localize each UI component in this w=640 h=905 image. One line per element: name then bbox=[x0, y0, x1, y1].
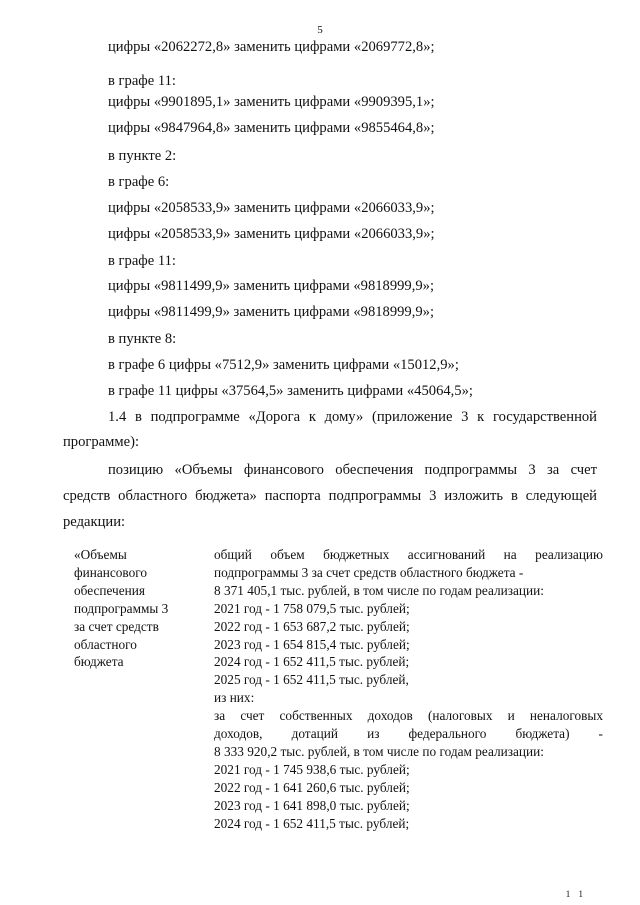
amendment-line: цифры «9811499,9» заменить цифрами «9818999,9»; bbox=[108, 304, 435, 320]
amendment-line: цифры «2058533,9» заменить цифрами «2066033,9»; bbox=[108, 200, 435, 216]
amendment-line: цифры «9847964,8» заменить цифрами «9855464,8»; bbox=[108, 120, 435, 136]
table-right-line: 2024 год - 1 652 411,5 тыс. рублей; bbox=[214, 654, 410, 670]
amendment-line: в графе 6 цифры «7512,9» заменить цифрами «15012,9»; bbox=[108, 357, 459, 373]
table-left-line: подпрограммы 3 bbox=[74, 600, 169, 616]
amendment-line: в графе 11 цифры «37564,5» заменить цифрами «45064,5»; bbox=[108, 383, 473, 399]
table-left-line: «Объемы bbox=[74, 547, 127, 562]
page-number: 5 bbox=[317, 24, 323, 36]
amendment-line: в графе 11: bbox=[108, 253, 176, 269]
amendment-line: в графе 11: bbox=[108, 73, 176, 89]
amendment-line: в графе 6: bbox=[108, 174, 170, 190]
table-left-column bbox=[74, 546, 199, 671]
table-left-line: финансового bbox=[74, 564, 148, 580]
table-right-line: общий объем бюджетных ассигнований на реализацию bbox=[214, 547, 603, 562]
table-left-line: областного bbox=[74, 636, 137, 652]
table-left-line: за счет средств bbox=[74, 618, 159, 634]
table-right-line: доходов, дотаций из федерального бюджета) - bbox=[214, 726, 603, 742]
amendment-line: цифры «9901895,1» заменить цифрами «9909395,1»; bbox=[108, 94, 435, 110]
amendment-line: цифры «9811499,9» заменить цифрами «9818999,9»; bbox=[108, 278, 435, 294]
table-right-line: 2023 год - 1 641 898,0 тыс. рублей; bbox=[214, 797, 410, 813]
amendment-line: цифры «2058533,9» заменить цифрами «2066033,9»; bbox=[108, 226, 435, 242]
table-right-column bbox=[214, 546, 603, 833]
amendment-line: в пункте 2: bbox=[108, 148, 177, 164]
paragraph-1-4-line-2: программе): bbox=[63, 434, 140, 450]
paragraph-1-4-line-1: 1.4 в подпрограмме «Дорога к дому» (приложение 3 к государственной bbox=[108, 409, 597, 425]
table-right-line: из них: bbox=[214, 690, 255, 706]
table-right-line: 2022 год - 1 653 687,2 тыс. рублей; bbox=[214, 618, 410, 634]
table-right-line: 2024 год - 1 652 411,5 тыс. рублей; bbox=[214, 815, 410, 831]
table-right-line: 8 333 920,2 тыс. рублей, в том числе по годам реализации: bbox=[214, 743, 544, 759]
table-left-line: обеспечения bbox=[74, 582, 145, 598]
position-paragraph-line-1: позицию «Объемы финансового обеспечения подпрограммы 3 за счет bbox=[108, 462, 597, 478]
table-right-line: 2021 год - 1 758 079,5 тыс. рублей; bbox=[214, 600, 410, 616]
table-right-line: 2021 год - 1 745 938,6 тыс. рублей; bbox=[214, 761, 410, 777]
position-paragraph-line-3: редакции: bbox=[63, 514, 126, 530]
amendment-line: в пункте 8: bbox=[108, 331, 177, 347]
table-right-line: подпрограммы 3 за счет средств областного бюджета - bbox=[214, 564, 524, 580]
table-right-line: за счет собственных доходов (налоговых и неналоговых bbox=[214, 708, 603, 724]
table-right-line: 8 371 405,1 тыс. рублей, в том числе по годам реализации: bbox=[214, 582, 544, 598]
footer-mark: 1 1 bbox=[565, 889, 586, 899]
position-paragraph-line-2: средств областного бюджета» паспорта подпрограммы 3 изложить в следующей bbox=[63, 488, 597, 504]
amendment-line: цифры «2062272,8» заменить цифрами «2069772,8»; bbox=[108, 39, 435, 55]
table-right-line: 2025 год - 1 652 411,5 тыс. рублей, bbox=[214, 672, 409, 688]
table-right-line: 2022 год - 1 641 260,6 тыс. рублей; bbox=[214, 779, 410, 795]
table-left-line: бюджета bbox=[74, 654, 124, 670]
table-right-line: 2023 год - 1 654 815,4 тыс. рублей; bbox=[214, 636, 410, 652]
